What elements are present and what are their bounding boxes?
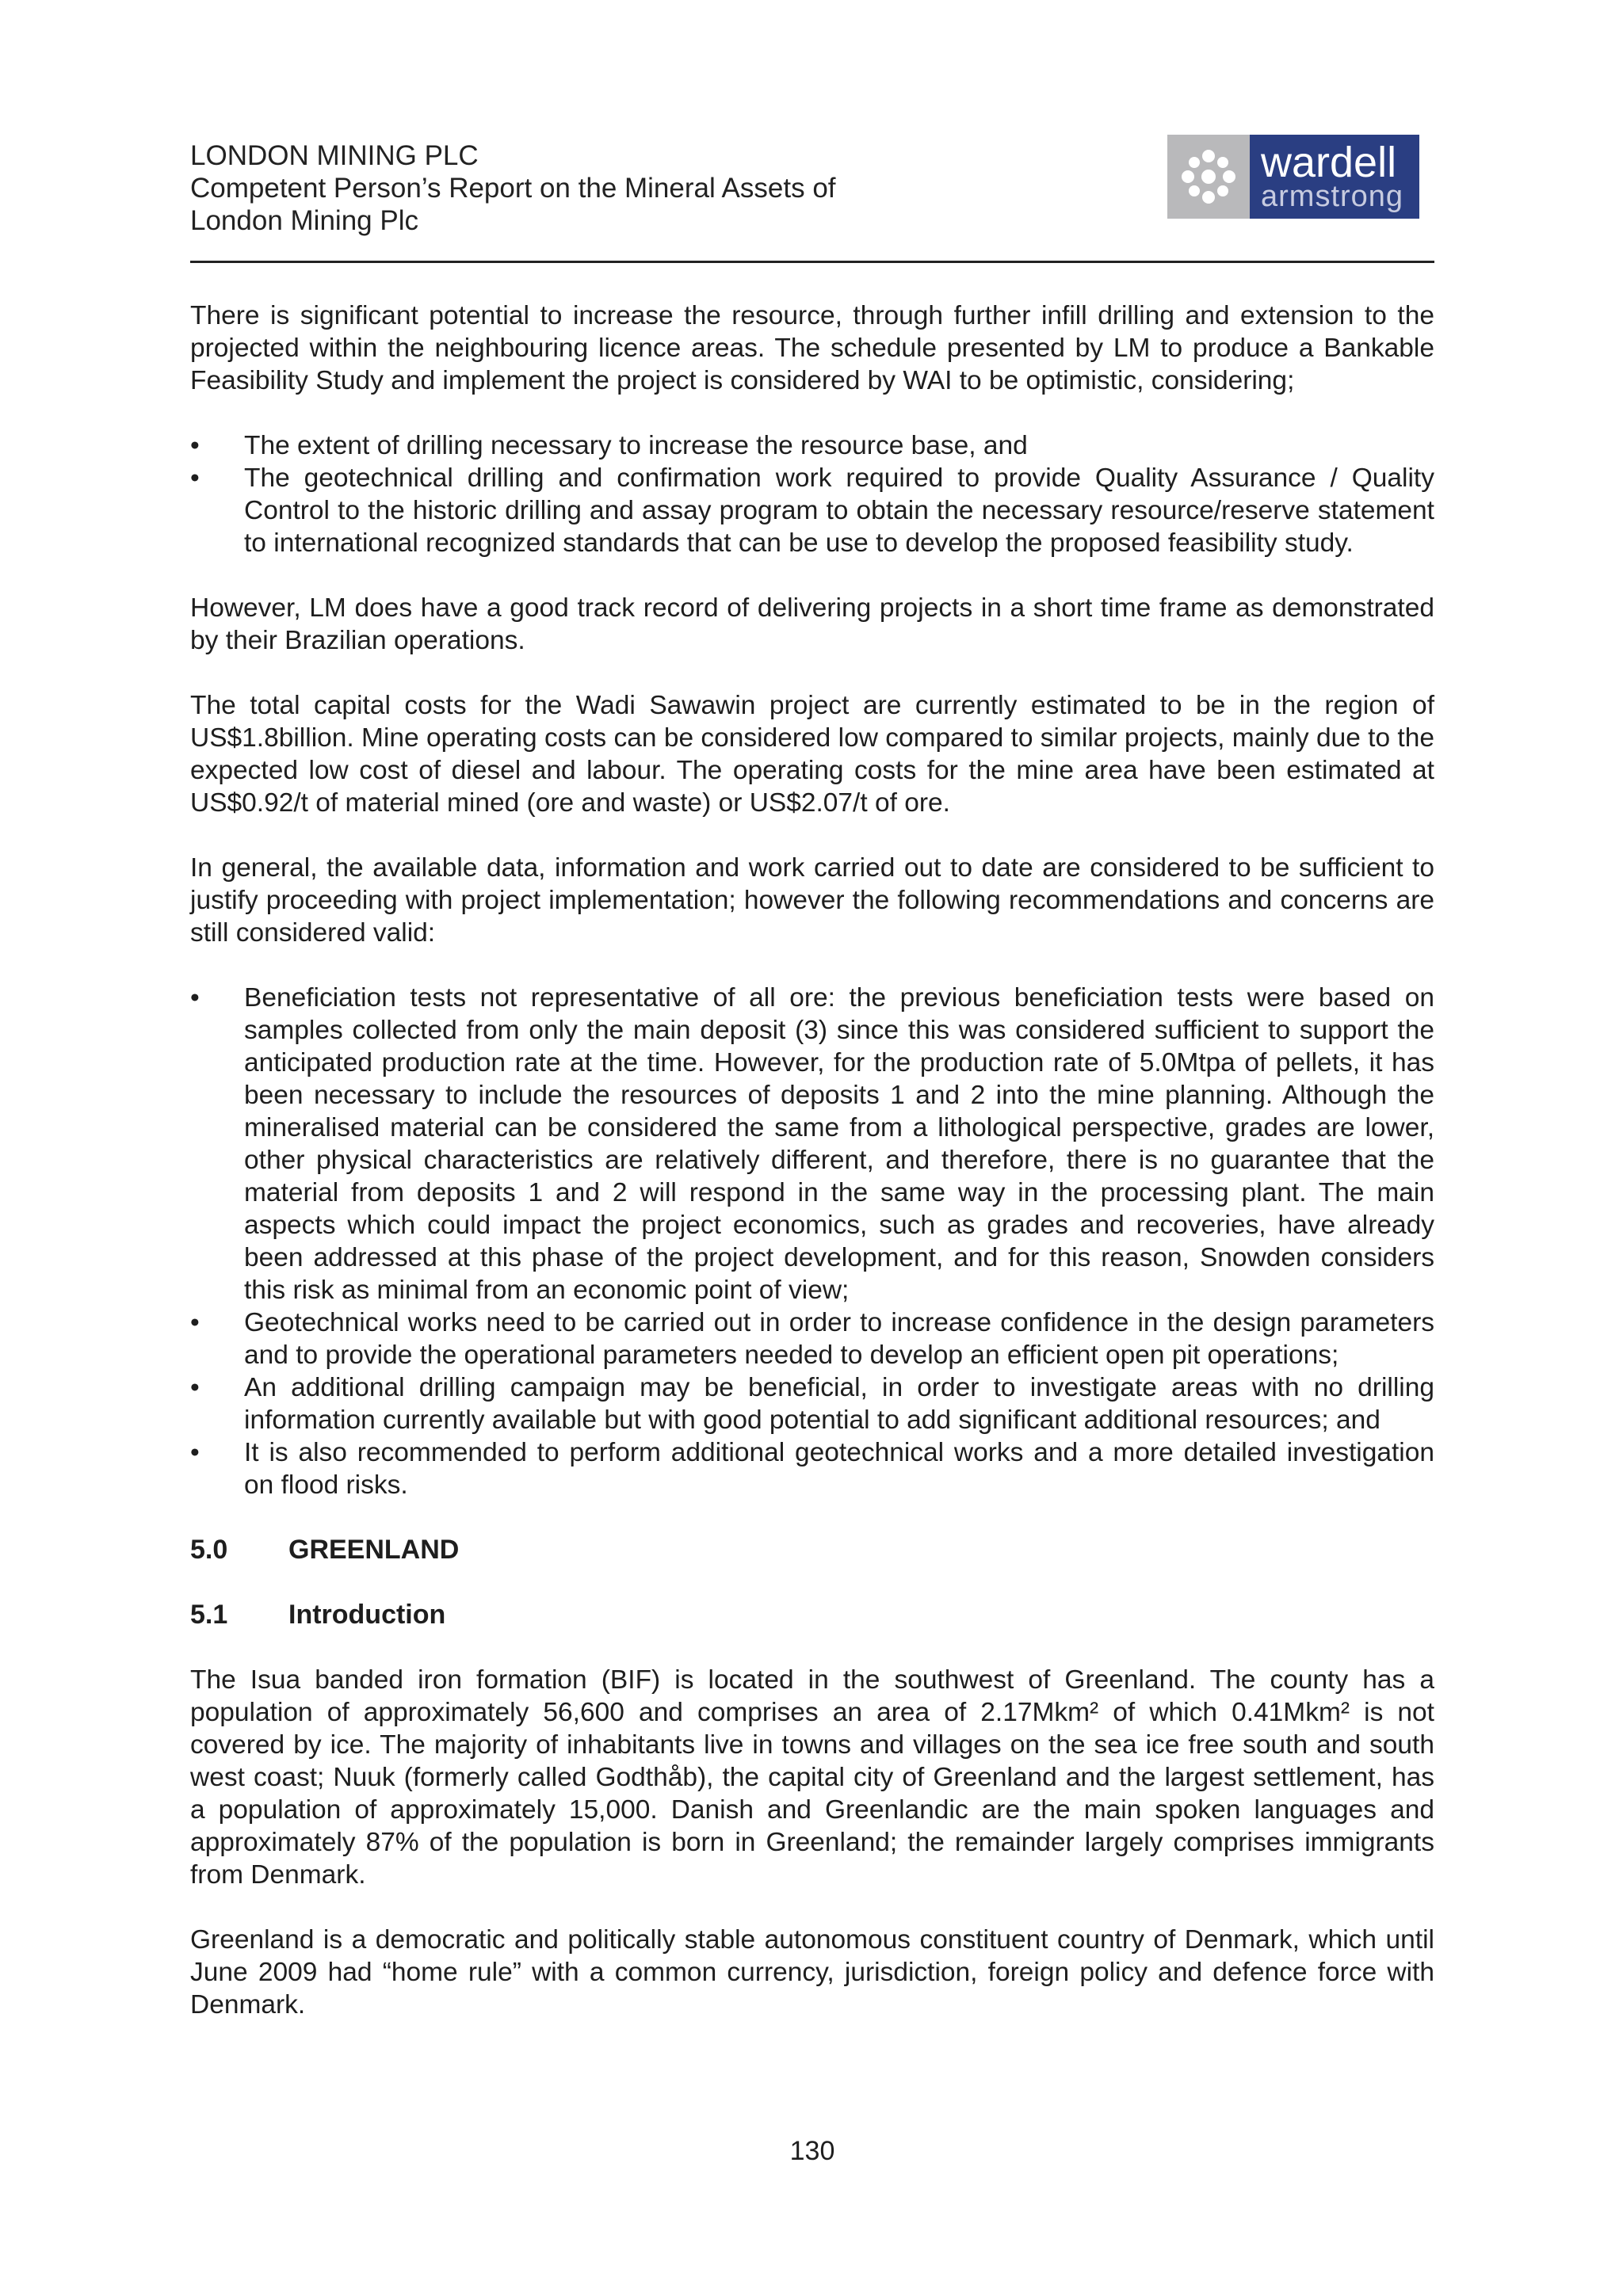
logo-word-wardell: wardell (1261, 139, 1397, 186)
page-number: 130 (789, 2136, 835, 2166)
page-body (190, 299, 1434, 2021)
paragraph: The total capital costs for the Wadi Sawawin project are currently estimated to be in the region of US$1.8billion. Mine operating costs can be considered low compared to similar projects, mainly due to the expected low cost of diesel and labour. The operating costs for the mine area have been estimated at US$0.92/t of material mined (ore and waste) or US$2.07/t of ore. (190, 691, 1434, 818)
header-text (190, 139, 836, 237)
list-item: • The extent of drilling necessary to increase the resource base, and (190, 431, 1028, 460)
paragraph: In general, the available data, information and work carried out to date are considered to be sufficient to justify proceeding with project implementation; however the following recommendations and concerns are still considered valid: (190, 853, 1434, 948)
bullet-list (190, 429, 1434, 559)
list-item: • Geotechnical works need to be carried out in order to increase confidence in the design parameters and to provide the operational parameters needed to develop an efficient open pit operations; (190, 1308, 1434, 1370)
report-title-line2: London Mining Plc (190, 205, 418, 236)
subsection-title: Introduction (288, 1600, 446, 1630)
paragraph: Greenland is a democratic and politically stable autonomous constituent country of Denmark, which until June 2009 had “home rule” with a common currency, jurisdiction, foreign policy and defence force with Denmark. (190, 1925, 1434, 2019)
list-item: • Beneficiation tests not representative of all ore: the previous beneficiation tests were based on samples collected from only the main deposit (3) since this was considered sufficient to support the anticipated production rate at the time. However, for the production rate of 5.0Mtpa of pellets, it has been necessary to include the resources of deposits 1 and 2 into the mine planning. Although the mineralised material can be considered the same from a lithological perspective, grades are lower, other physical characteristics are relatively different, and therefore, there is no guarantee that the material from deposits 1 and 2 will respond in the same way in the processing plant. The main aspects which could impact the project economics, such as grades and recoveries, have already been addressed at this phase of the project development, and for this reason, Snowden considers this risk as minimal from an economic point of view; (190, 983, 1434, 1305)
list-item: • An additional drilling campaign may be beneficial, in order to investigate areas with no drilling information currently available but with good potential to add significant additional resources; and (190, 1373, 1434, 1435)
logo-flower-icon (1167, 135, 1250, 219)
header-divider (190, 261, 1434, 263)
company-name: LONDON MINING PLC (190, 140, 479, 171)
paragraph: There is significant potential to increase the resource, through further infill drilling and extension to the projected within the neighbouring licence areas. The schedule presented by LM to produce a Bankable Feasibility Study and implement the project is considered by WAI to be optimistic, considering; (190, 301, 1434, 395)
section-heading (190, 1534, 1434, 1566)
paragraph: The Isua banded iron formation (BIF) is located in the southwest of Greenland. The county has a population of approximately 56,600 and comprises an area of 2.17Mkm² of which 0.41Mkm² is not covered by ice. The majority of inhabitants live in towns and villages on the sea ice free south and south west coast; Nuuk (formerly called Godthåb), the capital city of Greenland and the largest settlement, has a population of approximately 15,000. Danish and Greenlandic are the main spoken languages and approximately 87% of the population is born in Greenland; the remainder largely comprises immigrants from Denmark. (190, 1665, 1434, 1890)
report-title-line1: Competent Person’s Report on the Mineral Assets of (190, 173, 836, 204)
logo-word-armstrong: armstrong (1261, 180, 1404, 213)
list-item: • The geotechnical drilling and confirmation work required to provide Quality Assurance / Quality Control to the historic drilling and assay program to obtain the necessary resource/reserve statement to international recognized standards that can be use to develop the proposed feasibility study. (190, 463, 1434, 558)
bullet-list (190, 982, 1434, 1501)
subsection-heading (190, 1599, 1434, 1631)
subsection-number: 5.1 (190, 1600, 228, 1630)
section-title: GREENLAND (288, 1535, 460, 1565)
list-item: • It is also recommended to perform additional geotechnical works and a more detailed investigation on flood risks. (190, 1438, 1434, 1500)
section-number: 5.0 (190, 1535, 228, 1565)
wardell-armstrong-logo (1167, 135, 1419, 219)
document-page (190, 0, 1434, 2296)
paragraph: However, LM does have a good track record of delivering projects in a short time frame as demonstrated by their Brazilian operations. (190, 593, 1434, 655)
